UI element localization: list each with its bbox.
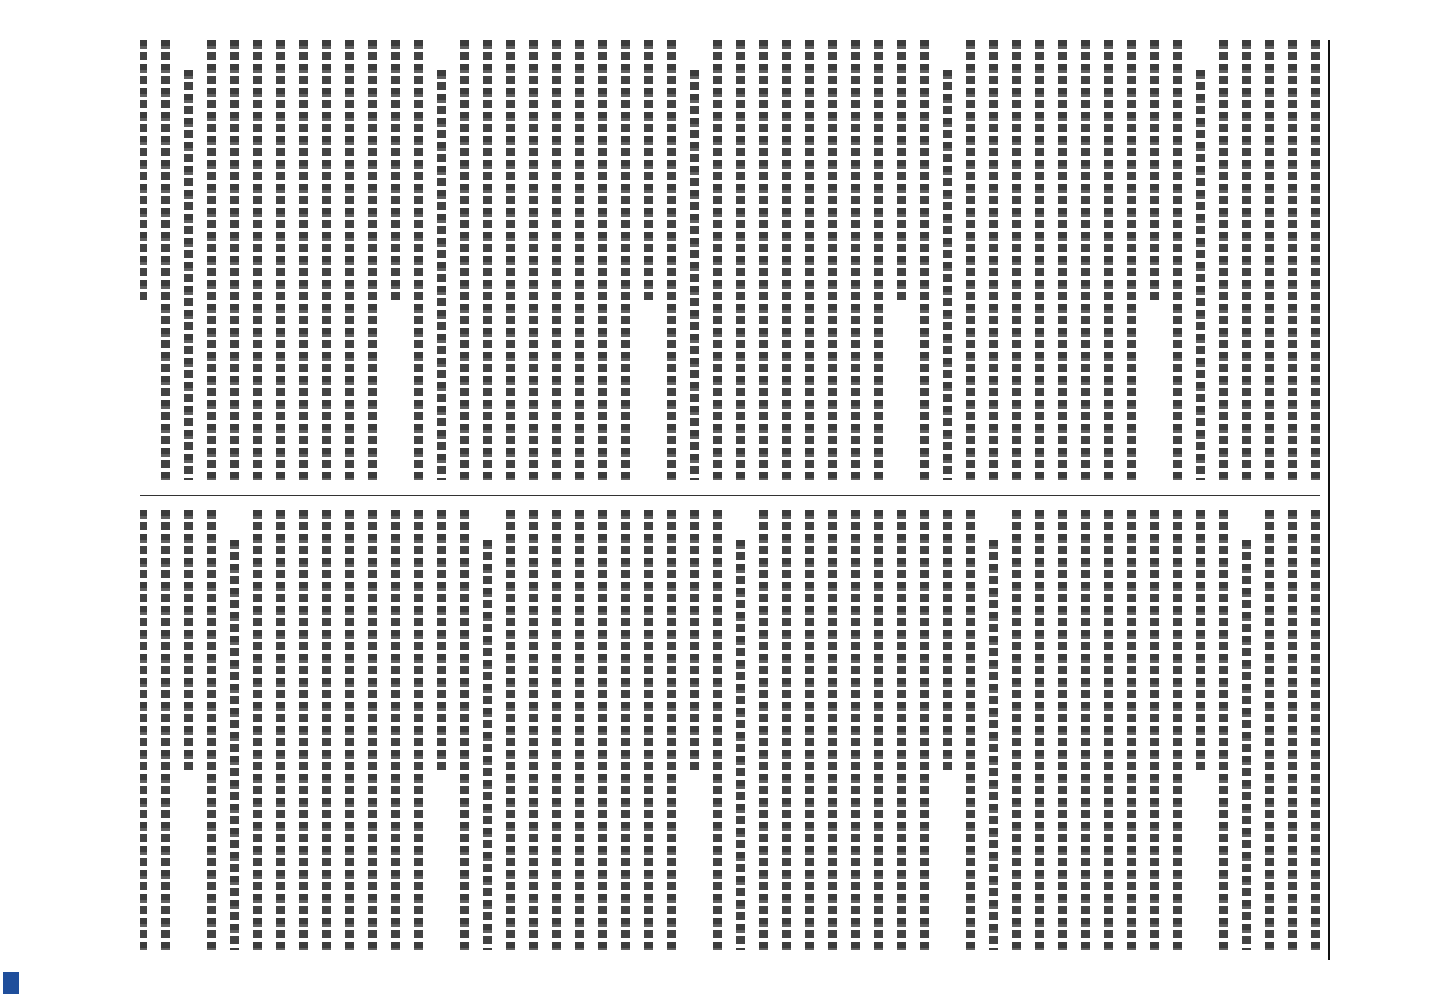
text-line bbox=[1104, 510, 1113, 950]
text-line bbox=[1173, 510, 1182, 950]
text-line bbox=[1081, 510, 1090, 950]
text-line bbox=[1196, 510, 1205, 774]
text-line bbox=[897, 510, 906, 950]
text-line bbox=[1058, 510, 1067, 950]
text-line bbox=[690, 510, 699, 774]
text-line bbox=[759, 40, 768, 480]
text-line bbox=[759, 510, 768, 950]
text-line bbox=[161, 510, 170, 950]
text-line bbox=[874, 510, 883, 950]
text-column-left bbox=[140, 40, 1320, 480]
text-line bbox=[598, 510, 607, 950]
text-line bbox=[667, 40, 676, 480]
text-line bbox=[782, 40, 791, 480]
scanned-page bbox=[130, 40, 1390, 960]
text-line bbox=[1219, 510, 1228, 950]
text-line bbox=[184, 510, 193, 774]
text-line bbox=[1242, 40, 1251, 480]
text-line bbox=[920, 40, 929, 480]
text-line bbox=[575, 40, 584, 480]
text-line bbox=[1311, 510, 1320, 950]
text-line bbox=[989, 540, 998, 950]
text-line bbox=[414, 510, 423, 950]
text-line bbox=[506, 510, 515, 950]
text-line bbox=[1219, 40, 1228, 480]
text-line bbox=[230, 540, 239, 950]
text-line bbox=[460, 40, 469, 480]
text-line bbox=[828, 510, 837, 950]
text-line bbox=[851, 40, 860, 480]
text-line bbox=[414, 40, 423, 480]
text-line bbox=[299, 510, 308, 950]
text-line bbox=[140, 510, 147, 950]
text-line bbox=[805, 510, 814, 950]
text-line bbox=[920, 510, 929, 950]
text-line bbox=[207, 510, 216, 950]
text-line bbox=[552, 40, 561, 480]
text-line bbox=[1311, 40, 1320, 480]
text-line bbox=[529, 40, 538, 480]
text-line bbox=[253, 510, 262, 950]
text-line bbox=[874, 40, 883, 480]
text-line bbox=[805, 40, 814, 480]
text-line bbox=[368, 40, 377, 480]
text-line bbox=[368, 510, 377, 950]
text-line bbox=[1127, 510, 1136, 950]
text-line bbox=[322, 40, 331, 480]
text-line bbox=[437, 510, 446, 774]
dfg-logo bbox=[3, 972, 19, 994]
text-line bbox=[529, 510, 538, 950]
text-line bbox=[253, 40, 262, 480]
text-line bbox=[1035, 40, 1044, 480]
text-line bbox=[322, 510, 331, 950]
text-line bbox=[276, 40, 285, 480]
text-line bbox=[483, 540, 492, 950]
text-line bbox=[230, 40, 239, 480]
text-line bbox=[1081, 40, 1090, 480]
text-line bbox=[1127, 40, 1136, 480]
text-line bbox=[184, 70, 193, 480]
text-line bbox=[621, 510, 630, 950]
text-line bbox=[1288, 510, 1297, 950]
text-line bbox=[598, 40, 607, 480]
text-line bbox=[575, 510, 584, 950]
text-line bbox=[483, 40, 492, 480]
text-line bbox=[736, 40, 745, 480]
text-line bbox=[943, 510, 952, 774]
text-line bbox=[161, 40, 170, 480]
text-line bbox=[207, 40, 216, 480]
text-line bbox=[713, 510, 722, 950]
text-line bbox=[667, 510, 676, 950]
text-line bbox=[736, 540, 745, 950]
text-line bbox=[1265, 40, 1274, 480]
text-line bbox=[1173, 40, 1182, 480]
text-line bbox=[828, 40, 837, 480]
text-line bbox=[966, 40, 975, 480]
text-line bbox=[506, 40, 515, 480]
text-line bbox=[713, 40, 722, 480]
text-line bbox=[140, 40, 147, 304]
text-line bbox=[437, 70, 446, 480]
text-line bbox=[460, 510, 469, 950]
text-line bbox=[1242, 540, 1251, 950]
text-line bbox=[1035, 510, 1044, 950]
text-line bbox=[1058, 40, 1067, 480]
text-line bbox=[276, 510, 285, 950]
text-line bbox=[391, 510, 400, 950]
text-line bbox=[966, 510, 975, 950]
text-line bbox=[644, 40, 653, 304]
side-margin bbox=[0, 0, 22, 1000]
text-line bbox=[1150, 510, 1159, 950]
text-line bbox=[299, 40, 308, 480]
text-line bbox=[989, 40, 998, 480]
rotated-page-content bbox=[130, 40, 1390, 960]
column-divider bbox=[140, 495, 1320, 496]
text-line bbox=[851, 510, 860, 950]
page-header bbox=[1328, 40, 1390, 960]
text-line bbox=[644, 510, 653, 950]
text-line bbox=[1150, 40, 1159, 304]
text-line bbox=[345, 40, 354, 480]
text-column-right bbox=[140, 510, 1320, 950]
text-line bbox=[1265, 510, 1274, 950]
text-line bbox=[1104, 40, 1113, 480]
text-line bbox=[943, 70, 952, 480]
text-line bbox=[391, 40, 400, 304]
text-line bbox=[897, 40, 906, 304]
text-line bbox=[782, 510, 791, 950]
text-line bbox=[1196, 70, 1205, 480]
text-line bbox=[552, 510, 561, 950]
text-line bbox=[345, 510, 354, 950]
text-line bbox=[621, 40, 630, 480]
text-line bbox=[1288, 40, 1297, 480]
text-line bbox=[1012, 40, 1021, 480]
text-line bbox=[690, 70, 699, 480]
text-line bbox=[1012, 510, 1021, 950]
